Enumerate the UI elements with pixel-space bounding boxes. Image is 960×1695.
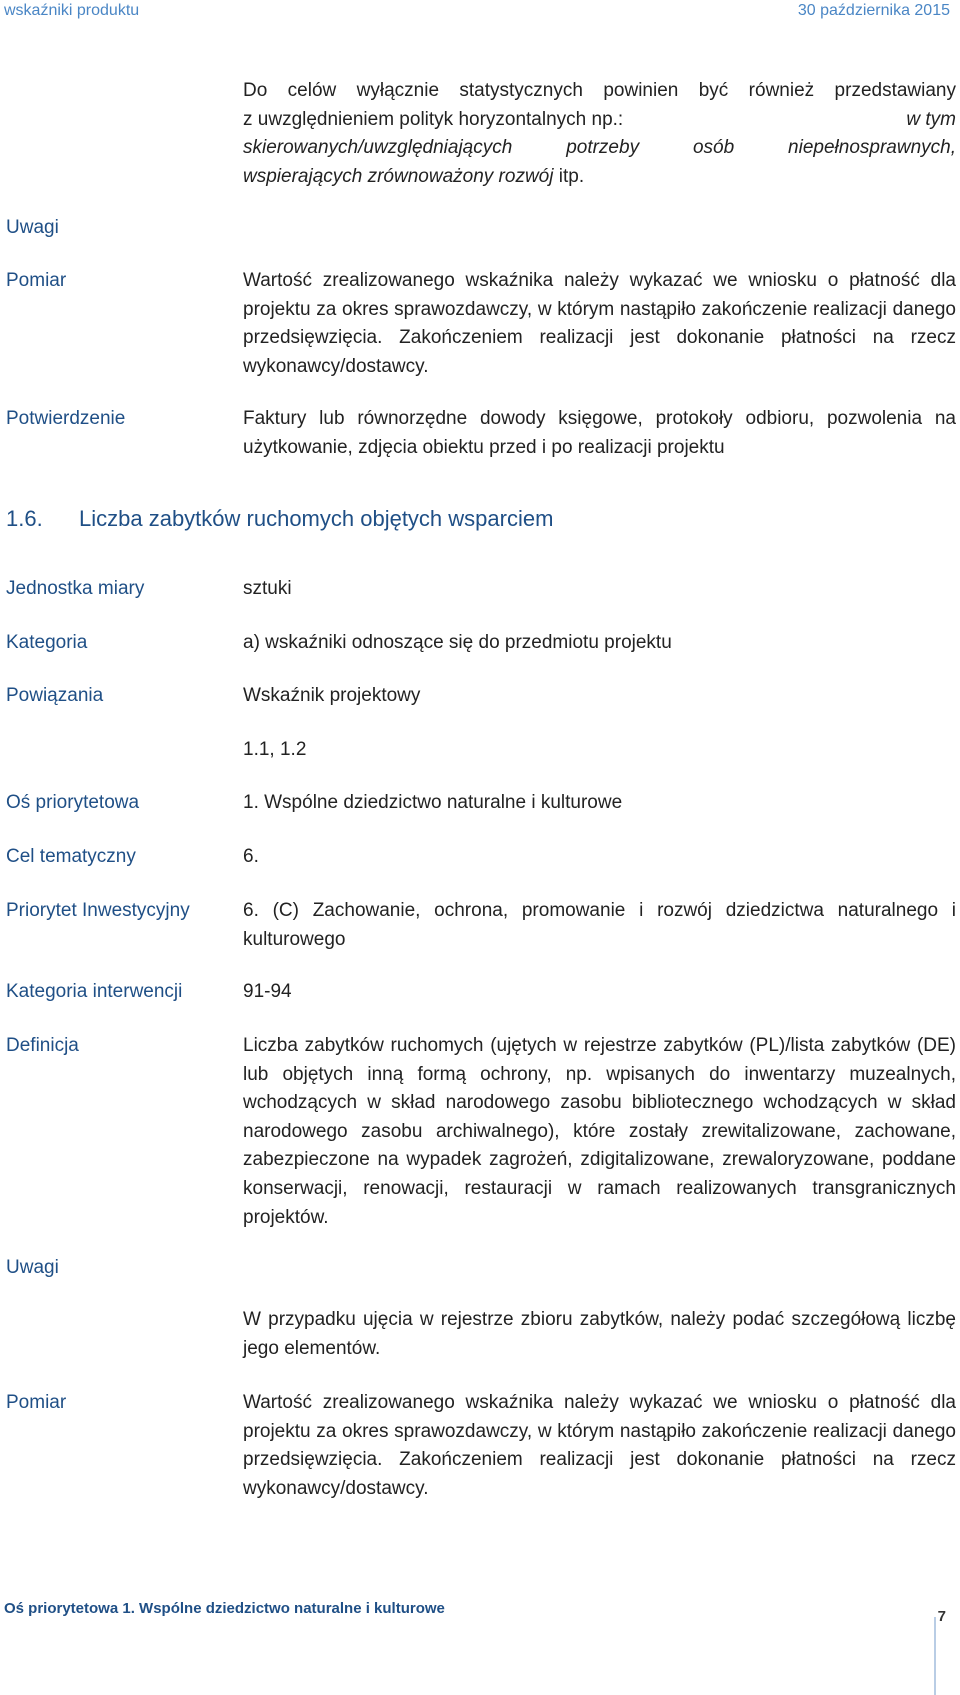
page-number: 7 xyxy=(937,1608,946,1625)
footer-text: Oś priorytetowa 1. Wspólne dziedzictwo naturalne i kulturowe xyxy=(4,1600,445,1617)
pomiar-text: Wartość zrealizowanego wskaźnika należy wykazać we wniosku o płatność dla projektu za okres sprawozdawczy, w którym nastąpiło zakończenie realizacji danego przedsięwzięcia. Zakończeniem realizacji jest dokonanie płatności na rzecz wykonawcy/dostawcy. xyxy=(243,1392,956,1499)
priorytet-label: Priorytet Inwestycyjny xyxy=(6,900,190,921)
jednostka-value: sztuki xyxy=(243,578,292,599)
section-heading xyxy=(6,506,553,532)
priorytet-value: 6. (C) Zachowanie, ochrona, promowanie i rozwój dziedzictwa naturalnego i kulturowego xyxy=(243,900,956,950)
powiazania-label: Powiązania xyxy=(6,685,104,706)
pomiar-label: Pomiar xyxy=(6,1392,67,1413)
intro-line-4-italic: wspierających zrównoważony rozwój xyxy=(243,165,554,187)
intro-line-4 xyxy=(243,163,956,192)
definicja-text: Liczba zabytków ruchomych (ujętych w rejestrze zabytków (PL)/lista zabytków (DE) lub objętych inną formą ochrony, np. wpisanych do inwentarzy muzealnych, wchodzących w skład narodowego zasobu bibliotecznego wchodzących w skład narodowego zasobu archiwalnego), które zostały zrewitalizowane, zachowane, zabezpieczone na wypadek zagrożeń, zdigitalizowane, zrewaloryzowane, poddane konserwacji, renowacji, restauracji w ramach realizowanych transgranicznych projektów. xyxy=(243,1035,956,1228)
running-header-left: wskaźniki produktu xyxy=(4,2,140,19)
intro-line-2-italic: w tym xyxy=(906,108,956,130)
kategoria-label: Kategoria xyxy=(6,632,88,653)
intro-line-2-main: z uwzględnieniem polityk horyzontalnych np.: xyxy=(243,108,624,130)
uwagi-text: W przypadku ujęcia w rejestrze zbioru zabytków, należy podać szczegółową liczbę jego elementów. xyxy=(243,1309,956,1359)
powiazania-value-2: 1.1, 1.2 xyxy=(243,739,307,760)
os-priorytetowa-value: 1. Wspólne dziedzictwo naturalne i kulturowe xyxy=(243,792,623,813)
cel-tematyczny-label: Cel tematyczny xyxy=(6,846,136,867)
intro-paragraph xyxy=(243,77,956,191)
potwierdzenie-label: Potwierdzenie xyxy=(6,408,126,429)
uwagi-label: Uwagi xyxy=(6,1257,59,1278)
intro-line-3: skierowanych/uwzględniających potrzeby osób niepełnosprawnych, xyxy=(243,137,956,159)
cel-tematyczny-value: 6. xyxy=(243,846,259,867)
kategoria-interwencji-value: 91-94 xyxy=(243,981,292,1002)
pomiar-label-top: Pomiar xyxy=(6,270,67,291)
intro-line-4-end: itp. xyxy=(558,165,585,187)
intro-line-1: Do celów wyłącznie statystycznych powinien być również przedstawiany xyxy=(243,80,956,101)
powiazania-value-1: Wskaźnik projektowy xyxy=(243,685,421,706)
potwierdzenie-text: Faktury lub równorzędne dowody księgowe, protokoły odbioru, pozwolenia na użytkowanie, zdjęcia obiektu przed i po realizacji projektu xyxy=(243,408,956,458)
section-title: Liczba zabytków ruchomych objętych wsparciem xyxy=(79,506,554,531)
running-header-date: 30 października 2015 xyxy=(797,2,950,19)
pomiar-text-top: Wartość zrealizowanego wskaźnika należy wykazać we wniosku o płatność dla projektu za okres sprawozdawczy, w którym nastąpiło zakończenie realizacji danego przedsięwzięcia. Zakończeniem realizacji jest dokonanie płatności na rzecz wykonawcy/dostawcy. xyxy=(243,270,956,377)
intro-line-2 xyxy=(243,106,956,135)
kategoria-interwencji-label: Kategoria interwencji xyxy=(6,981,183,1002)
kategoria-value: a) wskaźniki odnoszące się do przedmiotu projektu xyxy=(243,632,672,653)
page-number-rule xyxy=(934,1617,936,1695)
section-number: 1.6. xyxy=(6,506,43,531)
uwagi-label-top: Uwagi xyxy=(6,217,59,238)
os-priorytetowa-label: Oś priorytetowa xyxy=(6,792,140,813)
definicja-label: Definicja xyxy=(6,1035,79,1056)
jednostka-label: Jednostka miary xyxy=(6,578,145,599)
